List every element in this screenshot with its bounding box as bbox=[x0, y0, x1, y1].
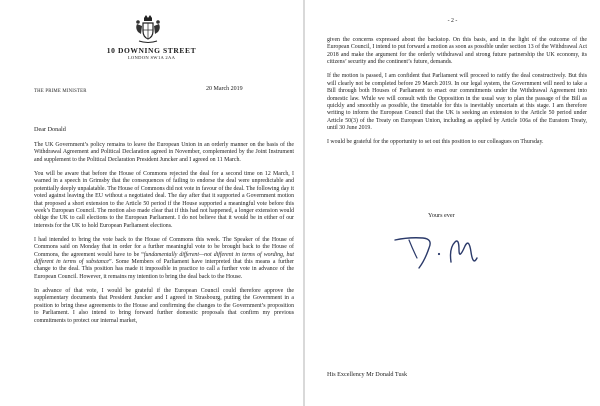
paragraph: given the concerns expressed about the backstop. On this basis, and in the light of the outcome of the European Council, I intend to put forward a motion as soon as possible under section 13 of the Withdrawal Act 2018 and make the argument for the orderly withdrawal and strong future partnership the UK economy, its citizens’ security and the continent’s future, demands. bbox=[327, 37, 587, 66]
letter-body-page-2 bbox=[327, 37, 587, 154]
letter-date: 20 March 2019 bbox=[206, 86, 243, 92]
recipient: His Excellency Mr Donald Tusk bbox=[327, 371, 408, 378]
paragraph-text: I had intended to bring the vote back to the House of Commons this week. The Speaker of the House of Commons said on Monday that in order for a further meaningful vote to be brought back to the House of Commons, the agreement would have to be “ bbox=[34, 236, 294, 258]
paragraph: In advance of that vote, I would be grateful if the European Council could therefore approve the supplementary documents that President Juncker and I agreed in Strasbourg, putting the Government in a position to bring these agreements to the House and confirming the changes to the Government’s proposition to Parliament. I also intend to bring forward further domestic proposals that confirm my previous commitments to protect our internal market, bbox=[34, 288, 294, 324]
page-number: - 2 - bbox=[447, 18, 458, 24]
address-line-city: LONDON SW1A 2AA bbox=[127, 55, 176, 60]
sender-title: THE PRIME MINISTER bbox=[34, 89, 87, 94]
paragraph bbox=[34, 237, 294, 281]
paragraph: The UK Government’s policy remains to leave the European Union in an orderly manner on the basis of the Withdrawal Agreement and Political Declaration agreed in November, complemented by the Joint Instrument and supplement to the Political Declaration President Juncker and I agreed on 11 March. bbox=[34, 142, 294, 163]
letter-page-2 bbox=[305, 0, 600, 406]
signature bbox=[389, 228, 499, 272]
paragraph: If the motion is passed, I am confident that Parliament will proceed to ratify the deal constructively. But this will clearly not be completed before 29 March 2019. In our legal system, the Government will need to take a Bill through both Houses of Parliament to enact our commitments under the Withdrawal Agreement into domestic law. While we will consult with the Opposition in the usual way to plan the passage of the Bill as quickly and smoothly as possible, the timetable for this is inevitably uncertain at this stage. I am therefore writing to inform the European Council that the UK is seeking an extension to the Article 50 period under Article 50(3) of the Treaty on European Union, including as applied by Article 106a of the Euratom Treaty, until 30 June 2019. bbox=[327, 73, 587, 131]
quoted-text: fundamentally different—not different in terms of wording, but different in terms of substance bbox=[34, 251, 294, 265]
address-line-street: 10 DOWNING STREET bbox=[106, 46, 197, 55]
sign-off: Yours ever bbox=[428, 212, 455, 219]
royal-coat-of-arms-icon bbox=[134, 14, 162, 44]
paragraph: You will be aware that before the House of Commons rejected the deal for a second time on 12 March, I warned in a speech in Grimsby that the consequences of failing to endorse the deal were unpredictable and potentially deeply unpalatable. The House of Commons did not vote in favour of the deal. The following day it voted against leaving the EU without a negotiated deal. The day after that it supported a Government motion that proposed a short extension to the Article 50 period if the House supported a meaningful vote before this week’s European Council. The motion also made clear that if this had not happened, a longer extension would oblige the UK to call elections to the European Parliament. I do not believe that it would be in either of our interests for the UK to hold European Parliament elections. bbox=[34, 171, 294, 229]
salutation: Dear Donald bbox=[34, 126, 66, 133]
paragraph-text: ”. Some Members of Parliament have interpreted that this means a further change to the deal. This position has made it impossible in practice to call a further vote in advance of the European Council. However, it remains my intention to bring the deal back to the House. bbox=[34, 259, 294, 280]
paragraph: I would be grateful for the opportunity to set out this position to our colleagues on Thursday. bbox=[327, 139, 544, 146]
letter-body-page-1 bbox=[34, 142, 294, 332]
